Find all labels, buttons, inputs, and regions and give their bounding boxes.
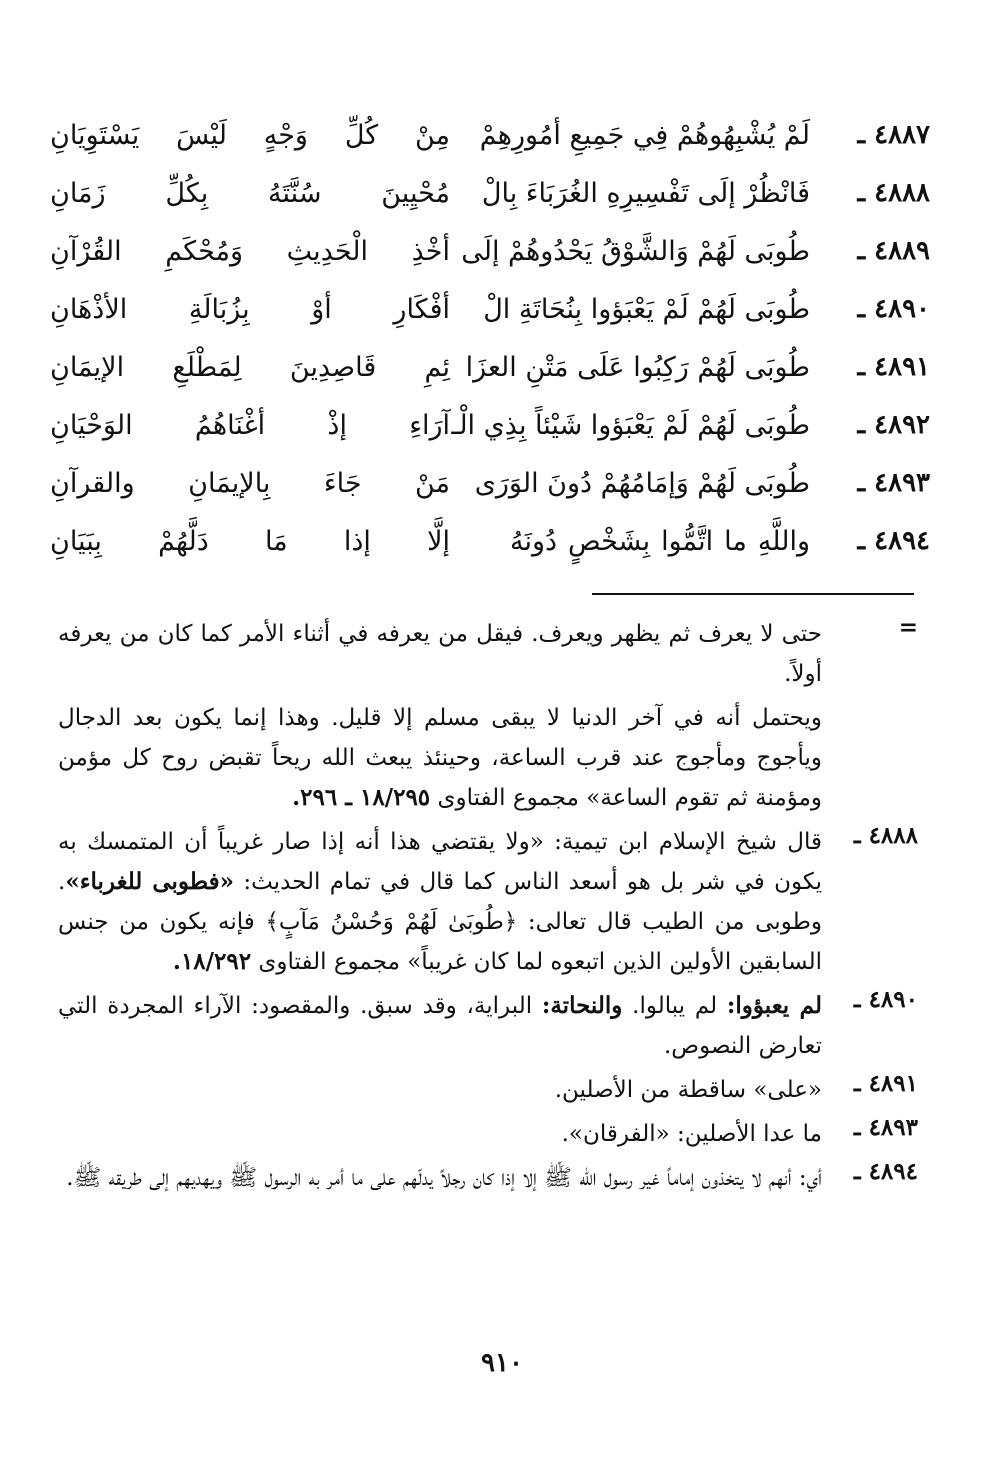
verse-second-hemistich: مُحْيِينَ سُنَّتَهُ بِكُلِّ زَمَانِ bbox=[50, 178, 450, 209]
verse-number: ٤٨٩١ ـ bbox=[857, 352, 930, 382]
verse-second-hemistich: آرَاءِ إذْ أغْنَاهُمُ الوَحْيَانِ bbox=[50, 410, 450, 441]
footnote-segment: لم يبالوا. bbox=[622, 993, 727, 1019]
footnote-text bbox=[58, 698, 822, 818]
verse-number: ٤٨٨٨ ـ bbox=[857, 178, 930, 208]
footnote-segment: ويحتمل أنه في آخر الدنيا لا يبقى مسلم إلا قليل. وهذا إنما يكون بعد الدجال ويأجوج ومأجوج عند قرب الساعة، وحينئذ يبعث الله ريحاً تقبض روح كل مؤمن ومؤمنة ثم تقوم الساعة» مجموع الفتاوى bbox=[58, 705, 822, 811]
footnote-segment: والنحاتة: bbox=[541, 992, 623, 1019]
verse-row bbox=[50, 402, 930, 460]
footnote-segment: «فطوبى للغرباء» bbox=[65, 868, 235, 895]
footnote-label: ٤٨٩٣ ـ bbox=[853, 1114, 918, 1141]
footnote-segment: ١٨/٢٩٢. bbox=[172, 948, 252, 975]
verse-number: ٤٨٨٩ ـ bbox=[857, 236, 930, 266]
verse-number: ٤٨٩٢ ـ bbox=[857, 410, 930, 440]
verse-row bbox=[50, 286, 930, 344]
footnote-segment: . وطوبى من الطيب قال تعالى: ﴿طُوبَىٰ لَهُمْ وَحُسْنُ مَآبٍ﴾ فإنه يكون من جنس السابقين الأولين الذين اتبعوه لما كان غريباً» مجموع الفتاوى bbox=[58, 869, 822, 975]
footnote bbox=[58, 698, 918, 818]
footnote-label: ٤٨٩٠ ـ bbox=[853, 986, 918, 1013]
footnote-label: ٤٨٨٨ ـ bbox=[853, 822, 918, 849]
verse-number: ٤٨٩٠ ـ bbox=[857, 294, 930, 324]
footnote bbox=[58, 822, 918, 982]
footnote-text bbox=[58, 986, 822, 1066]
verse-first-hemistich: طُوبَى لَهُمْ وَالشَّوْقُ يَحْدُوهُمْ إلَى bbox=[461, 236, 810, 267]
verse-row bbox=[50, 460, 930, 518]
footnote-label: = bbox=[898, 614, 918, 641]
verse-first-hemistich: طُوبَى لَهُمْ لَمْ يَعْبَؤوا بِنُحَاتَةِ الْ bbox=[483, 294, 810, 325]
footnote-text bbox=[58, 614, 822, 694]
footnote-segment: قال شيخ الإسلام ابن تيمية: «ولا يقتضي هذا أنه إذا صار غريباً أن المتمسك به يكون في شر بل هو أسعد الناس كما قال في تمام الحديث: bbox=[58, 829, 822, 895]
verse-first-hemistich: لَمْ يُشْبِهُوهُمْ فِي جَمِيعِ أمُورِهِمْ bbox=[479, 120, 810, 151]
footnote-segment: لم يعبؤوا: bbox=[726, 992, 822, 1019]
verse-second-hemistich: ئِمِ قَاصِدِينَ لِمَطْلَعِ الإيمَانِ bbox=[50, 352, 450, 383]
verse-second-hemistich: أخْذِ الْحَدِيثِ وَمُحْكَمِ القُرْآنِ bbox=[50, 236, 450, 267]
footnote-segment: ما عدا الأصلين: «الفرقان». bbox=[561, 1121, 822, 1147]
footnote-segment: «على» ساقطة من الأصلين. bbox=[554, 1077, 822, 1103]
verse-second-hemistich: إلَّا إذا مَا دَلَّهُمْ بِبَيَانِ bbox=[50, 526, 450, 557]
verse-number: ٤٨٩٣ ـ bbox=[857, 468, 930, 498]
verse-row bbox=[50, 344, 930, 402]
footnote bbox=[58, 614, 918, 694]
footnote bbox=[58, 986, 918, 1066]
verse-row bbox=[50, 228, 930, 286]
footnote-label: ٤٨٩٤ ـ bbox=[853, 1158, 918, 1185]
verse-second-hemistich: أفْكَارِ أوْ بِزُبَالَةِ الأذْهَانِ bbox=[50, 294, 450, 325]
footnote-segment: البراية، وقد سبق. والمقصود: الآراء المجردة التي تعارض النصوص. bbox=[58, 993, 822, 1059]
verse-first-hemistich: واللَّهِ ما اتَّمُّوا بِشَخْصٍ دُونَهُ bbox=[510, 526, 810, 557]
verse-list bbox=[50, 112, 930, 576]
footnote-label: ٤٨٩١ ـ bbox=[853, 1070, 918, 1097]
verse-second-hemistich: مِنْ كُلِّ وَجْهٍ لَيْسَ يَسْتَوِيَانِ bbox=[50, 120, 450, 151]
footnote-text bbox=[58, 1114, 822, 1154]
footnote-segment: حتى لا يعرف ثم يظهر ويعرف. فيقل من يعرفه في أثناء الأمر كما كان من يعرفه أولاً. bbox=[58, 621, 822, 687]
verse-first-hemistich: فَانْظُرْ إلَى تَفْسِيرِهِ الغُرَبَاءَ بِالْ bbox=[481, 178, 810, 209]
footnote bbox=[58, 1158, 918, 1198]
footnotes bbox=[58, 614, 918, 1202]
page-number: ٩١٠ bbox=[481, 1348, 523, 1378]
footnote-text bbox=[58, 1158, 822, 1198]
footnote-text bbox=[58, 822, 822, 982]
footnote bbox=[58, 1114, 918, 1154]
footnote-segment: ١٨/٢٩٥ ـ ٢٩٦. bbox=[292, 784, 431, 811]
verse-number: ٤٨٨٧ ـ bbox=[857, 120, 930, 150]
verse-row bbox=[50, 112, 930, 170]
footnote-text bbox=[58, 1070, 822, 1110]
verse-row bbox=[50, 170, 930, 228]
verse-row bbox=[50, 518, 930, 576]
verse-first-hemistich: طُوبَى لَهُمْ لَمْ يَعْبَؤوا شَيْئاً بِذِي الْـ bbox=[451, 410, 810, 441]
verse-second-hemistich: مَنْ جَاءَ بِالإيمَانِ والقرآنِ bbox=[50, 468, 450, 499]
footnote-segment: أي: أنهم لا يتخذون إماماً غير رسول الله ﷺ إلا إذا كان رجلاً يدلّهم على ما أمر به الرسول ﷺ ويهديهم إلى طريقه ﷺ. bbox=[66, 1165, 822, 1191]
verse-number: ٤٨٩٤ ـ bbox=[857, 526, 930, 556]
verse-first-hemistich: طُوبَى لَهُمْ رَكِبُوا عَلَى مَتْنِ العزَا bbox=[465, 352, 810, 383]
verse-first-hemistich: طُوبَى لَهُمْ وَإمَامُهُمْ دُونَ الوَرَى bbox=[474, 468, 810, 499]
footnote bbox=[58, 1070, 918, 1110]
footnote-divider bbox=[592, 593, 914, 595]
